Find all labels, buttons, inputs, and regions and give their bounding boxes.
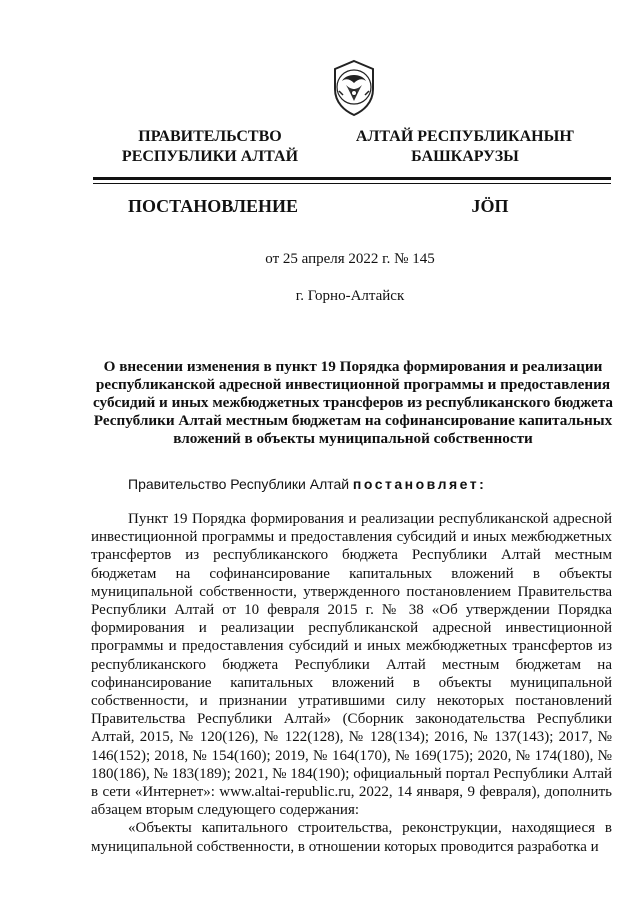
header-divider-thick [93,177,611,180]
header-right-line2: БАШКАРУЗЫ [411,148,519,165]
header-divider-thin [93,183,611,184]
header-left-line1: ПРАВИТЕЛЬСТВО [138,128,282,145]
document-title: О внесении изменения в пункт 19 Порядка формирования и реализации республиканской адресной инвестиционной программы и предоставления субсидий и иных межбюджетных трансферов из республиканского бюджета Республики Алтай местным бюджетам на софинансирование капитальных вложений в объекты муниципальной собственности [93,358,613,447]
body-paragraph-2: «Объекты капитального строительства, реконструкции, находящиеся в муниципальной собственности, в отношении которых проводится разработка и [91,820,612,855]
decree-intro: Правительство Республики Алтай [128,476,350,492]
document-type-altai: JÖП [471,196,509,216]
body-paragraph-1: Пункт 19 Порядка формирования и реализации республиканской адресной инвестиционной программы и предоставления субсидий и иных межбюджетных трансфертов из республиканского бюджета Республики Алтай местным бюджетам на софинансирование капитальных вложений в объекты муниципальной собственности, утвержденного постановлением Правительства Республики Алтай от 10 февраля 2015 г. № 38 «Об утверждении Порядка формирования и реализации республиканской адресной инвестиционной программы и предоставления субсидий и иных межбюджетных трансфертов из республиканского бюджета Республики Алтай местным бюджетам на софинансирование капитальных вложений в объекты муниципальной собственности, и признании утратившими силу некоторых постановлений Правительства Республики Алтай» (Сборник законодательства Республики Алтай, 2015, № 120(126), № 122(128), № 128(134); 2016, № 137(143); 2017, № 146(152); 2018, № 154(160); 2019, № 164(170), № 169(175); 2020, № 174(180), № 180(186), № 183(189); 2021, № 184(190); официальный портал Республики Алтай в сети «Интернет»: www.altai-republic.ru, 2022, 14 января, 9 февраля), дополнить абзацем вторым следующего содержания: [91,511,612,819]
decree-verb: постановляет: [352,476,487,492]
header-left [85,127,335,167]
document-type: ПОСТАНОВЛЕНИЕ [127,196,299,216]
header-right-line1: АЛТАЙ РЕСПУБЛИКАНЫҤ [355,128,575,145]
document-date: от 25 апреля 2022 г. № 145 [265,251,435,267]
republic-altai-emblem-icon [329,59,379,117]
document-city: г. Горно-Алтайск [295,288,405,304]
decree-line [128,475,608,494]
header-left-line2: РЕСПУБЛИКИ АЛТАЙ [121,148,299,165]
header-right [340,127,590,167]
document-body [91,510,612,856]
